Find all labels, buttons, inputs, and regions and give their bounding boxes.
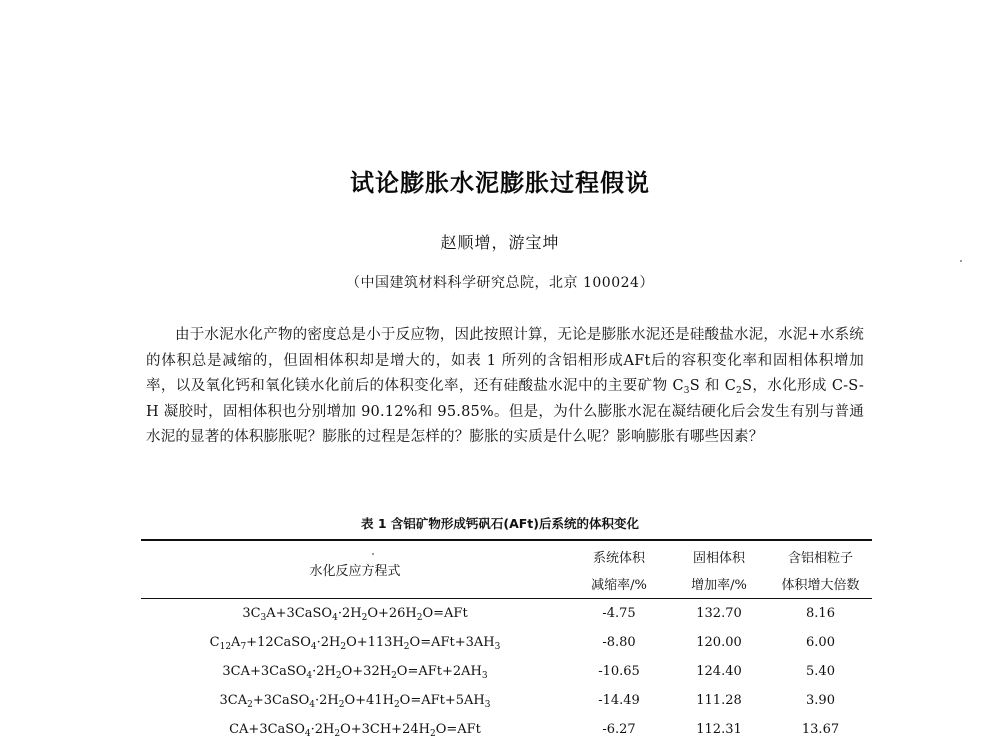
equation-text: +3CaSO bbox=[252, 693, 310, 708]
subscript: 2 bbox=[340, 642, 347, 652]
table-row bbox=[141, 600, 872, 629]
subscript: 2 bbox=[393, 700, 400, 710]
solid-increase-cell: 112.31 bbox=[696, 722, 742, 737]
header-solid-increase-line2: 增加率/% bbox=[691, 578, 747, 593]
equation-text: O=AFt+3AH bbox=[409, 635, 495, 650]
header-equation: 水化反应方程式 bbox=[309, 564, 401, 579]
header-volume-shrinkage-line1: 系统体积 bbox=[592, 551, 645, 566]
equation-text: O+32H bbox=[341, 664, 392, 679]
volume-shrinkage-cell: -4.75 bbox=[602, 606, 636, 621]
body-text-part: S，水化形成 C-S-H 凝胶时，固相体积也分别增加 90.12%和 95.85%。但是，为什么膨胀水泥在凝结硬化后会发生有别与普通水泥的显著的体积膨胀呢？膨胀的过程是怎样的？膨胀的实质是什么呢？影响膨胀有哪些因素？ bbox=[146, 378, 864, 445]
solid-increase-cell: 111.28 bbox=[696, 693, 742, 708]
volume-shrinkage-cell: -6.27 bbox=[602, 722, 636, 737]
equation-text: O=AFt+2AH bbox=[396, 664, 482, 679]
table-caption: 表 1 含铝矿物形成钙矾石(AFt)后系统的体积变化 bbox=[360, 516, 640, 531]
equation-text: C bbox=[209, 635, 220, 650]
subscript: 2 bbox=[391, 671, 397, 681]
equation-text: O+113H bbox=[346, 635, 404, 650]
subscript: 2 bbox=[334, 729, 341, 739]
body-text-part: S 和 C bbox=[689, 378, 737, 394]
particle-factor-cell: 13.67 bbox=[801, 722, 840, 737]
subscript: 3 bbox=[494, 642, 501, 652]
subscript: 4 bbox=[309, 700, 316, 710]
equation-cell bbox=[141, 635, 569, 650]
header-volume-shrinkage-line2: 减缩率/% bbox=[591, 578, 647, 593]
scan-speck bbox=[960, 260, 962, 262]
body-text-part: 由于水泥水化产物的密度总是小于反应物，因此按照计算，无论是膨胀水泥还是硅酸盐水泥，水泥+水系统的体积总是减缩的，但固相体积却是增大的，如表 1 所列的含铝相形成AFt后的容积变化率和固相体积增加率，以及氧化钙和氧化镁水化前后的体积变化率，还有硅酸盐水泥中的主要矿物 C bbox=[146, 327, 864, 394]
solid-increase-cell: 124.40 bbox=[696, 664, 742, 679]
subscript: 2 bbox=[361, 613, 368, 623]
table-row bbox=[141, 716, 872, 745]
authors: 赵顺增，游宝坤 bbox=[440, 233, 560, 252]
subscript: 7 bbox=[240, 642, 247, 652]
equation-text: O=AFt+5AH bbox=[399, 693, 485, 708]
subscript: 2 bbox=[403, 642, 410, 652]
subscript: 2 bbox=[429, 729, 436, 739]
subscript: 3 bbox=[481, 671, 488, 681]
subscript: 3 bbox=[683, 386, 690, 396]
subscript: 2 bbox=[335, 671, 342, 681]
volume-shrinkage-cell: -10.65 bbox=[598, 664, 640, 679]
equation-text: A bbox=[231, 635, 241, 650]
table-header-rule bbox=[141, 598, 872, 599]
particle-factor-cell: 5.40 bbox=[806, 664, 835, 679]
paper-title: 试论膨胀水泥膨胀过程假说 bbox=[350, 169, 650, 197]
header-solid-increase-line1: 固相体积 bbox=[692, 551, 745, 566]
particle-factor-cell: 6.00 bbox=[806, 635, 835, 650]
equation-cell bbox=[141, 693, 569, 708]
particle-factor-cell: 8.16 bbox=[806, 606, 835, 621]
equation-cell bbox=[141, 664, 569, 679]
subscript: 2 bbox=[416, 613, 423, 623]
subscript: 4 bbox=[304, 729, 311, 739]
equation-text: ·2H bbox=[315, 693, 339, 708]
particle-factor-cell: 3.90 bbox=[806, 693, 835, 708]
table-row bbox=[141, 629, 872, 658]
body-paragraph bbox=[146, 323, 864, 451]
equation-text: ·2H bbox=[310, 722, 335, 737]
equation-text: ·2H bbox=[337, 606, 362, 621]
subscript: 3 bbox=[484, 700, 491, 710]
table-top-rule bbox=[141, 539, 872, 541]
equation-text: 3CA bbox=[219, 693, 248, 708]
equation-text: A+3CaSO bbox=[266, 606, 333, 621]
equation-text: +12CaSO bbox=[246, 635, 311, 650]
subscript: 2 bbox=[736, 386, 742, 396]
equation-text: O+3CH+24H bbox=[340, 722, 430, 737]
header-particle-factor-line2: 体积增大倍数 bbox=[781, 578, 860, 593]
equation-text: O+26H bbox=[367, 606, 417, 621]
subscript: 2 bbox=[338, 700, 345, 710]
solid-increase-cell: 132.70 bbox=[696, 606, 742, 621]
equation-cell bbox=[141, 606, 569, 621]
volume-shrinkage-cell: -14.49 bbox=[598, 693, 640, 708]
equation-text: O=AFt bbox=[422, 606, 468, 621]
header-particle-factor-line1: 含铝相粒子 bbox=[787, 551, 853, 566]
equation-text: 3CA+3CaSO bbox=[222, 664, 307, 679]
scan-speck bbox=[372, 553, 374, 555]
equation-text: O=AFt bbox=[435, 722, 481, 737]
equation-text: 3C bbox=[242, 606, 261, 621]
table-row bbox=[141, 658, 872, 687]
solid-increase-cell: 120.00 bbox=[696, 635, 742, 650]
equation-text: O+41H bbox=[344, 693, 394, 708]
table-row bbox=[141, 687, 872, 716]
subscript: 4 bbox=[332, 613, 338, 623]
equation-text: ·2H bbox=[312, 664, 336, 679]
subscript: 3 bbox=[260, 613, 267, 623]
subscript: 12 bbox=[219, 642, 232, 652]
equation-cell bbox=[141, 722, 569, 737]
table-body bbox=[141, 600, 872, 745]
subscript: 4 bbox=[310, 642, 317, 652]
volume-shrinkage-cell: -8.80 bbox=[602, 635, 636, 650]
subscript: 4 bbox=[306, 671, 313, 681]
equation-text: CA+3CaSO bbox=[229, 722, 305, 737]
affiliation: （中国建筑材料科学研究总院，北京 100024） bbox=[346, 275, 654, 291]
equation-text: ·2H bbox=[316, 635, 341, 650]
subscript: 2 bbox=[247, 700, 253, 710]
